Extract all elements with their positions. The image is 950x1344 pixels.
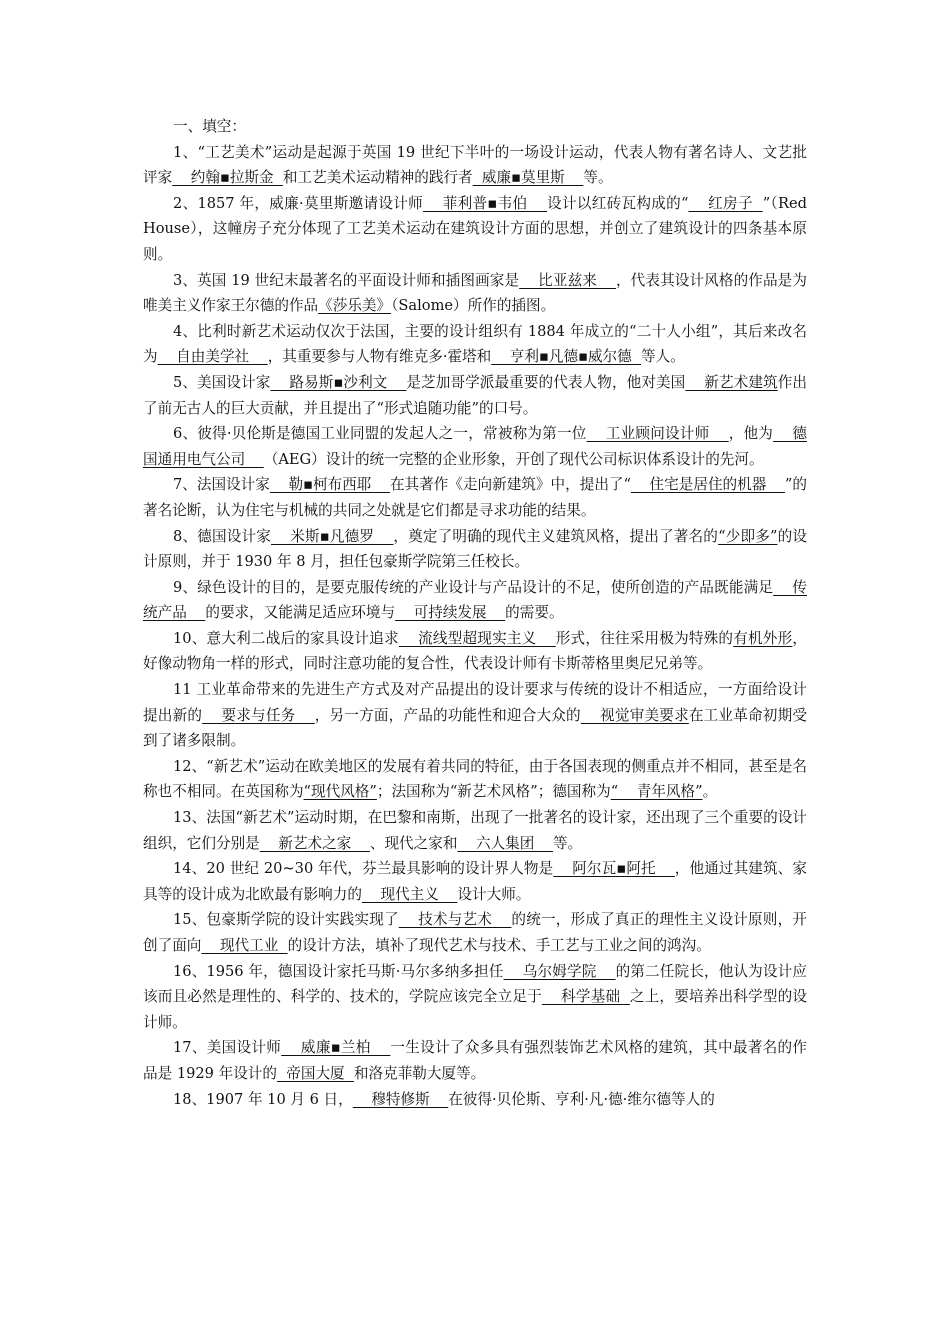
answer-blank: 新艺术建筑 (685, 373, 778, 391)
answer-blank: 红房子 (688, 194, 763, 212)
answer-blank: 亨利▪凡德▪威尔德 (491, 348, 642, 366)
question-text: 形式，往往采用极为特殊的 (555, 629, 734, 647)
question-text: 7、法国设计家 (173, 476, 270, 494)
answer-blank: 帝国大厦 (276, 1064, 354, 1082)
question-text: 17、美国设计师 (173, 1039, 282, 1057)
question-text: 14、20 世纪 20~30 年代，芬兰最具影响的设计界人物是 (173, 860, 554, 878)
question-item (143, 959, 807, 1036)
question-text: 的设计原则，并于 1930 年 8 月，担任包豪斯学院第三任校长。 (143, 527, 807, 571)
question-item (143, 421, 807, 472)
question-item (143, 268, 807, 319)
question-text: 一生设计了众多具有强烈装饰艺术风格的建筑，其中最著名的作品是 1929 年设计的 (143, 1039, 807, 1082)
answer-blank: 威廉▪莫里斯 (472, 169, 584, 187)
question-text: 的第二任院长，他认为设计应该而且必然是理性的、科学的、技术的，学院应该完全立足于 (143, 962, 807, 1006)
question-text: 的设计方法，填补了现代艺术与技术、手工艺与工业之间的鸿沟。 (287, 937, 711, 954)
answer-blank: 比亚兹来 (519, 271, 616, 289)
question-text: 15、包豪斯学院的设计实践实现了 (173, 911, 399, 929)
question-text: 。 (702, 783, 718, 801)
question-text: 4、比利时新艺术运动仅次于法国，主要的设计组织有 1884 年成立的“二十人小组”，其后来改名为 (143, 322, 807, 366)
question-text: 在其著作《走向新建筑》中，提出了“ (389, 476, 631, 494)
question-text: 12、“新艺术”运动在欧美地区的发展有着共同的特征，由于各国表现的侧重点并不相同，甚至是名称也不相同。在英国称为 (143, 757, 807, 801)
question-text: 等。 (583, 169, 613, 187)
question-item (143, 140, 807, 191)
question-text: ；法国称为“新艺术风格”；德国称为 (376, 783, 611, 801)
question-text: 作出了前无古人的巨大贡献，并且提出了“形式追随功能”的口号。 (143, 373, 807, 417)
answer-blank: 威廉▪兰柏 (281, 1039, 391, 1057)
answer-blank: 流线型超现实主义 (398, 629, 556, 647)
answer-blank: 传统产品 (143, 578, 807, 622)
question-text: 9、绿色设计的目的，是要克服传统的产业设计与产品设计的不足，使所创造的产品既能满足 (173, 578, 774, 596)
answer-blank: 技术与艺术 (398, 911, 512, 929)
question-item (143, 1087, 807, 1113)
question-item (143, 472, 807, 523)
answer-blank: 现代主义 (361, 885, 458, 903)
answer-blank: 《莎乐美》 (318, 297, 392, 315)
question-text: 、现代之家和 (369, 834, 458, 852)
question-text: 的统一，形成了真正的理性主义设计原则，开创了面向 (143, 911, 807, 954)
answer-blank: “少即多” (718, 527, 778, 545)
answer-blank: 新艺术之家 (259, 834, 370, 852)
question-text: ”的著名论断，认为住宅与机械的共同之处就是它们都是寻求功能的结果。 (143, 476, 807, 519)
answer-blank: 米斯▪凡德罗 (271, 527, 394, 545)
answer-blank: 自由美学社 (157, 348, 268, 366)
question-text: ，奠定了明确的现代主义建筑风格，提出了著名的 (393, 527, 719, 545)
question-item (143, 319, 807, 370)
question-text: 18、1907 年 10 月 6 日， (173, 1090, 353, 1108)
answer-blank: 菲利普▪韦伯 (423, 194, 548, 212)
answer-blank: 工业顾问设计师 (586, 425, 729, 443)
answer-blank: 科学基础 (541, 988, 630, 1006)
question-text: 13、法国“新艺术”运动时期，在巴黎和南斯，出现了一批著名的设计家，还出现了三个重要的设计组织，它们分别是 (143, 809, 807, 852)
document-page (143, 114, 807, 1112)
answer-blank: 路易斯▪沙利文 (270, 373, 407, 391)
question-item (143, 370, 807, 421)
answer-blank: 可持续发展 (395, 604, 506, 622)
answer-blank: 勒▪柯布西耶 (269, 476, 390, 494)
question-text: （Salome）所作的插图。 (391, 297, 556, 315)
question-text: 之上，要培养出科学型的设计师。 (143, 988, 807, 1031)
question-text: 等。 (552, 834, 583, 852)
answer-blank: 要求与任务 (202, 706, 315, 724)
question-text: 10、意大利二战后的家具设计追求 (173, 629, 399, 647)
question-item (143, 677, 807, 754)
answer-blank: 穆特修斯 (352, 1090, 449, 1108)
question-text: 设计以红砖瓦构成的“ (547, 194, 689, 212)
question-text: 在彼得·贝伦斯、亨利·凡·德·维尔德等人的 (448, 1090, 715, 1108)
answer-blank: 德国通用电气公司 (143, 425, 807, 468)
question-item (143, 1035, 807, 1086)
question-item (143, 524, 807, 575)
answer-blank: “现代风格” (303, 783, 377, 801)
question-item (143, 575, 807, 626)
question-text: 在工业革命初期受到了诸多限制。 (143, 706, 807, 750)
answer-blank: 住宅是居住的机器 (630, 476, 785, 494)
question-text: 设计大师。 (457, 885, 531, 903)
answer-blank: 现代工业 (201, 937, 288, 954)
question-item (143, 191, 807, 268)
answer-blank: “ 青年风格” (610, 783, 703, 801)
question-text: ，其重要参与人物有维克多·霍塔和 (267, 348, 492, 366)
question-text: 和洛克菲勒大厦等。 (353, 1064, 486, 1082)
question-text: （AEG）设计的统一完整的企业形象，开创了现代公司标识体系设计的先河。 (263, 450, 764, 468)
question-text: ，好像动物角一样的形式，同时注意功能的复合性，代表设计师有卡斯蒂格里奥尼兄弟等。 (143, 629, 807, 673)
question-text: 11 工业革命带来的先进生产方式及对产品提出的设计要求与传统的设计不相适应，一方面给设计提出新的 (143, 681, 807, 724)
question-text: ”（Red House），这幢房子充分体现了工艺美术运动在建筑设计方面的思想，并创立了建筑设计的四条基本原则。 (143, 194, 807, 263)
answer-blank: 阿尔瓦▪阿托 (553, 860, 675, 878)
question-text: ，他为 (728, 425, 774, 443)
question-text: 5、美国设计家 (173, 373, 271, 391)
question-text: ，另一方面，产品的功能性和迎合大众的 (314, 706, 581, 724)
question-text: 的要求，又能满足适应环境与 (205, 604, 396, 622)
answer-blank: 六人集团 (457, 834, 553, 852)
question-text: 等人。 (641, 348, 685, 366)
question-item (143, 626, 807, 677)
question-text: 8、德国设计家 (173, 527, 272, 545)
question-text: 1、“工艺美术”运动是起源于英国 19 世纪下半叶的一场设计运动，代表人物有著名诗人、文艺批评家 (143, 143, 807, 187)
question-text: 16、1956 年，德国设计家托马斯·马尔多纳多担任 (173, 962, 504, 980)
answer-blank: 约翰▪拉斯金 (172, 169, 283, 187)
question-text: ，他通过其建筑、家具等的设计成为北欧最有影响力的 (143, 860, 807, 903)
fill-in-items (143, 140, 807, 1113)
question-item (143, 754, 807, 805)
question-text: 和工艺美术运动精神的践行者 (282, 169, 473, 187)
answer-blank: 乌尔姆学院 (503, 962, 616, 980)
question-text: 3、英国 19 世纪末最著名的平面设计师和插图画家是 (173, 271, 520, 289)
answer-blank: 有机外形 (733, 629, 793, 647)
section-heading: 一、填空： (173, 118, 246, 135)
question-text: 6、彼得·贝伦斯是德国工业同盟的发起人之一，常被称为第一位 (173, 425, 587, 443)
answer-blank: 视觉审美要求 (580, 706, 689, 724)
question-item (143, 856, 807, 907)
question-text: 2、1857 年，威廉·莫里斯邀请设计师 (173, 194, 424, 212)
question-text: ，代表其设计风格的作品是为唯美主义作家王尔德的作品 (143, 271, 807, 315)
question-item (143, 805, 807, 856)
question-text: 的需要。 (505, 604, 564, 622)
question-item (143, 907, 807, 958)
question-text: 是芝加哥学派最重要的代表人物，他对美国 (406, 373, 686, 391)
